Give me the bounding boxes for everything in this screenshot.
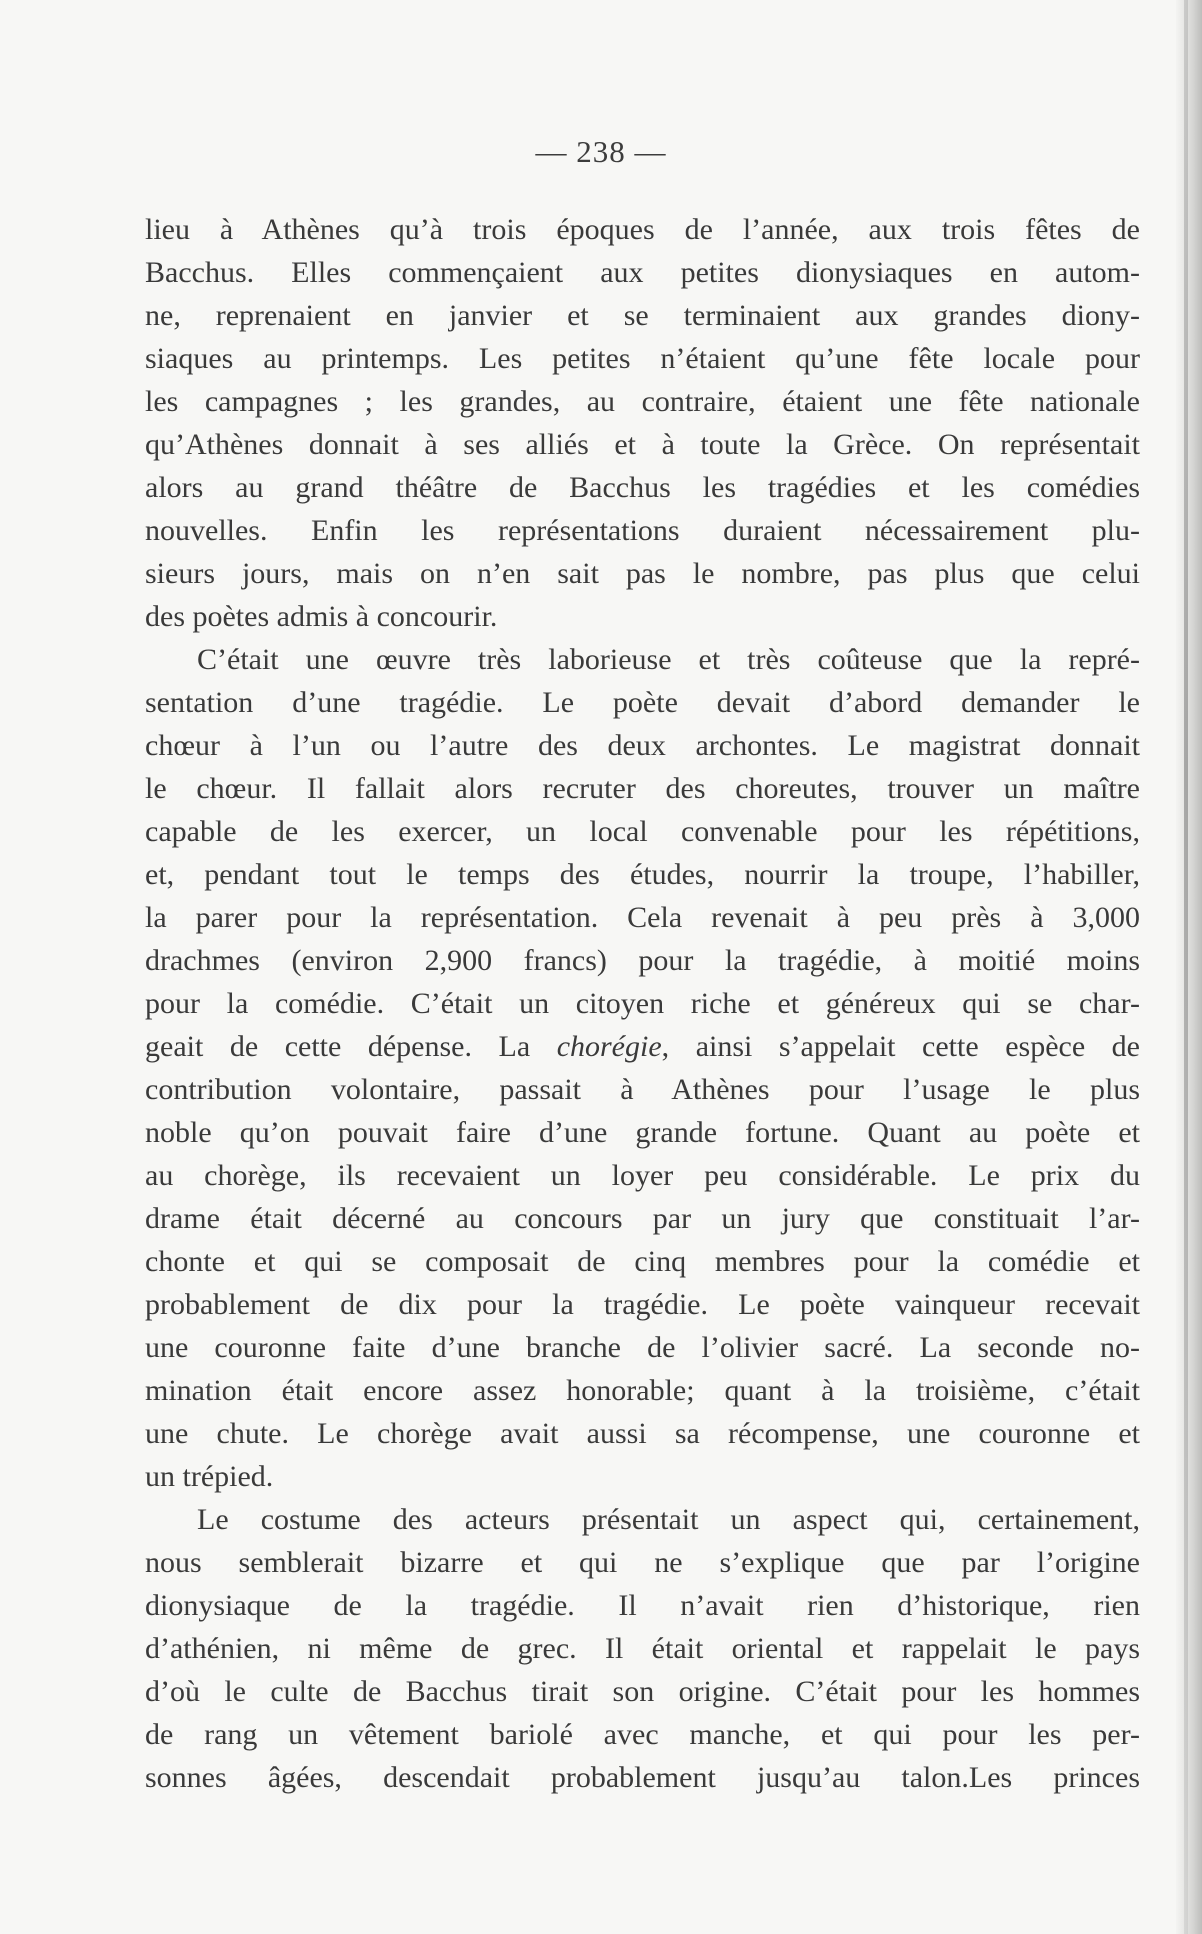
text-line: les campagnes ; les grandes, au contraire, étaient une fête nationale xyxy=(145,385,1140,418)
text-line: sentation d’une tragédie. Le poète devait d’abord demander le xyxy=(145,686,1140,719)
text-line: pour la comédie. C’était un citoyen riche et généreux qui se char- xyxy=(145,987,1140,1020)
text-line: le chœur. Il fallait alors recruter des choreutes, trouver un maître xyxy=(145,772,1140,805)
text-line: une couronne faite d’une branche de l’olivier sacré. La seconde no- xyxy=(145,1331,1140,1364)
text-line: la parer pour la représentation. Cela revenait à peu près à 3,000 xyxy=(145,901,1140,934)
italic-term-choregie: chorégie xyxy=(556,1030,662,1063)
text-line: sieurs jours, mais on n’en sait pas le nombre, pas plus que celui xyxy=(145,557,1140,590)
body-text xyxy=(145,208,1140,1799)
text-line: probablement de dix pour la tragédie. Le poète vainqueur recevait xyxy=(145,1288,1140,1321)
text-line: alors au grand théâtre de Bacchus les tragédies et les comédies xyxy=(145,471,1140,504)
paragraph-3 xyxy=(145,1498,1140,1799)
text-line: drame était décerné au concours par un jury que constituait l’ar- xyxy=(145,1202,1140,1235)
text-segment: , ainsi s’appelait cette espèce de xyxy=(661,1030,1140,1063)
text-line: qu’Athènes donnait à ses alliés et à toute la Grèce. On représentait xyxy=(145,428,1140,461)
text-line: nouvelles. Enfin les représentations duraient nécessairement plu- xyxy=(145,514,1140,547)
text-line: de rang un vêtement bariolé avec manche, et qui pour les per- xyxy=(145,1718,1140,1751)
text-line: au chorège, ils recevaient un loyer peu considérable. Le prix du xyxy=(145,1159,1140,1192)
text-line: contribution volontaire, passait à Athènes pour l’usage le plus xyxy=(145,1073,1140,1106)
text-line: une chute. Le chorège avait aussi sa récompense, une couronne et xyxy=(145,1417,1140,1450)
text-line: mination était encore assez honorable; quant à la troisième, c’était xyxy=(145,1374,1140,1407)
text-line: drachmes (environ 2,900 francs) pour la tragédie, à moitié moins xyxy=(145,944,1140,977)
text-line: capable de les exercer, un local convenable pour les répétitions, xyxy=(145,815,1140,848)
text-line: dionysiaque de la tragédie. Il n’avait rien d’historique, rien xyxy=(145,1589,1140,1622)
text-line: d’athénien, ni même de grec. Il était oriental et rappelait le pays xyxy=(145,1632,1140,1665)
text-line: d’où le culte de Bacchus tirait son origine. C’était pour les hommes xyxy=(145,1675,1140,1708)
paragraph-1 xyxy=(145,208,1140,638)
text-line: siaques au printemps. Les petites n’étaient qu’une fête locale pour xyxy=(145,342,1140,375)
text-line: Le costume des acteurs présentait un aspect qui, certainement, xyxy=(197,1503,1140,1536)
text-segment: geait de cette dépense. La xyxy=(145,1030,557,1063)
text-line: des poètes admis à concourir. xyxy=(145,600,498,633)
text-line: chonte et qui se composait de cinq membres pour la comédie et xyxy=(145,1245,1140,1278)
paragraph-2 xyxy=(145,638,1140,1498)
page-edge-shadow xyxy=(1176,0,1202,1934)
text-line: et, pendant tout le temps des études, nourrir la troupe, l’habiller, xyxy=(145,858,1140,891)
text-line: lieu à Athènes qu’à trois époques de l’année, aux trois fêtes de xyxy=(145,213,1140,246)
text-line: sonnes âgées, descendait probablement jusqu’au talon.Les princes xyxy=(145,1761,1140,1794)
text-line-choregie xyxy=(145,1025,1140,1068)
page-number: — 238 — xyxy=(535,134,667,169)
text-line: nous semblerait bizarre et qui ne s’explique que par l’origine xyxy=(145,1546,1140,1579)
text-line: chœur à l’un ou l’autre des deux archontes. Le magistrat donnait xyxy=(145,729,1140,762)
text-line: un trépied. xyxy=(145,1460,274,1493)
text-line: ne, reprenaient en janvier et se terminaient aux grandes diony- xyxy=(145,299,1140,332)
text-line: C’était une œuvre très laborieuse et très coûteuse que la repré- xyxy=(197,643,1140,676)
text-line: noble qu’on pouvait faire d’une grande fortune. Quant au poète et xyxy=(145,1116,1140,1149)
text-line: Bacchus. Elles commençaient aux petites dionysiaques en autom- xyxy=(145,256,1140,289)
